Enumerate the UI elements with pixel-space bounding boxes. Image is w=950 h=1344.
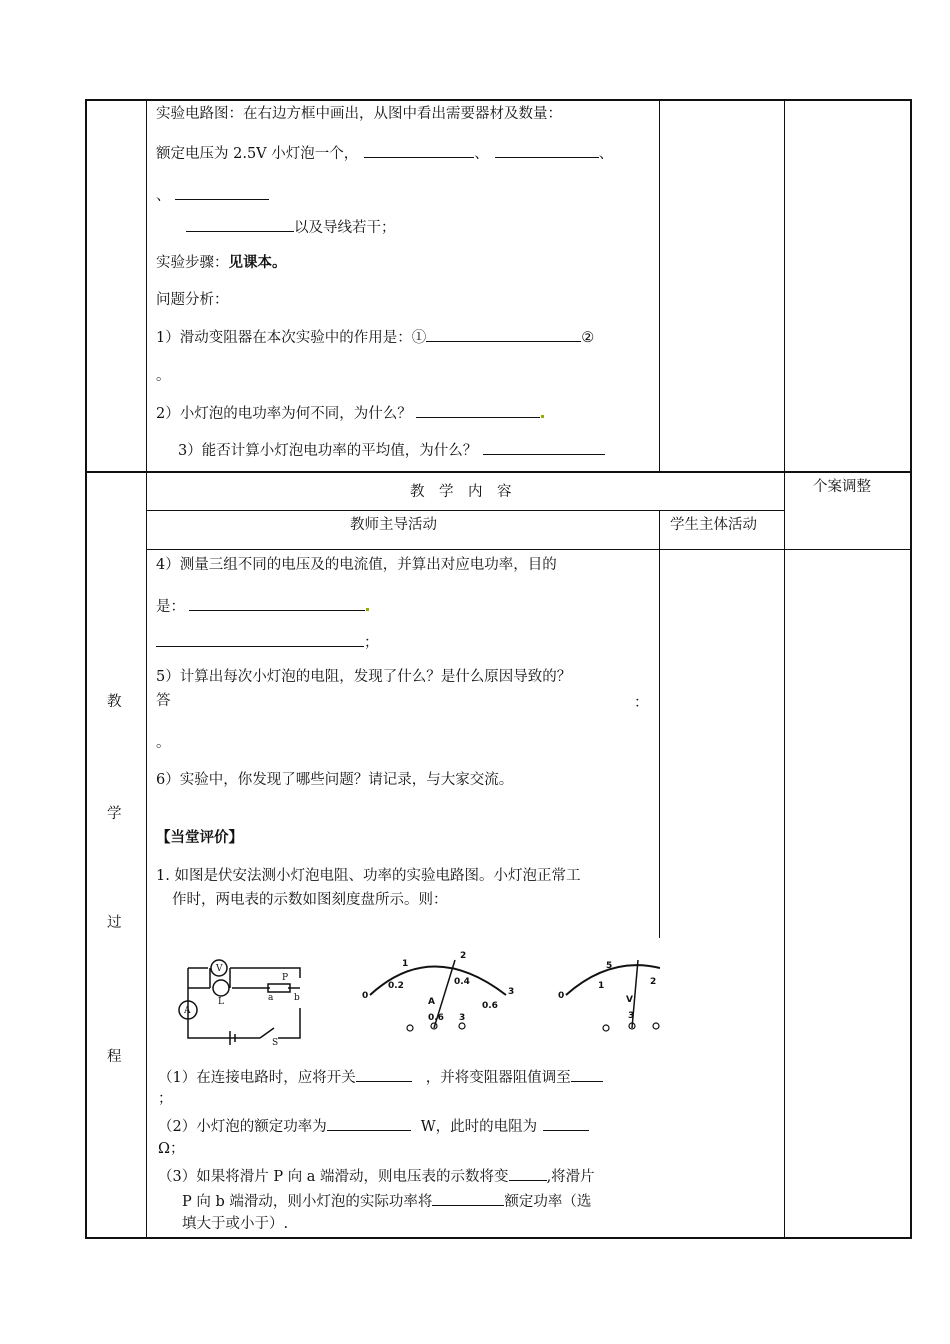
steps-label: 实验步骤： — [156, 255, 229, 271]
sub-q1-end: ； — [158, 1091, 173, 1107]
q1-b: ② — [581, 330, 595, 346]
blank-s3-1[interactable] — [509, 1166, 547, 1181]
header-student: 学生主体活动 — [670, 517, 757, 533]
header-content: 教 学 内 容 — [410, 484, 512, 500]
label-v: V — [216, 964, 223, 974]
q3-text: 3）能否计算小灯泡电功率的平均值，为什么？ — [178, 443, 478, 459]
blank-equip-3[interactable] — [175, 185, 269, 200]
blank-s2-2[interactable] — [543, 1116, 589, 1131]
experiment-figure — [170, 938, 660, 1048]
table-border-right — [910, 99, 912, 1238]
volt-unit: V — [626, 995, 633, 1005]
row-line-2 — [146, 510, 785, 511]
amm-term-06: 0.6 — [428, 1013, 444, 1023]
voltmeter-terminal-3 — [653, 1023, 659, 1029]
question-1 — [156, 327, 594, 347]
col-line-2 — [659, 99, 660, 471]
blank-q3[interactable] — [483, 440, 605, 455]
label-a-end: a — [268, 993, 274, 1003]
amm-unit: A — [428, 997, 435, 1007]
blank-q4-1[interactable] — [189, 596, 365, 611]
label-s: S — [272, 1038, 279, 1048]
circuit-line: 实验电路图：在右边方框中画出，从图中看出需要器材及数量： — [156, 106, 562, 122]
s2-text-a: （2）小灯泡的额定功率为 — [158, 1119, 327, 1135]
volt-term-3: 3 — [628, 1011, 635, 1021]
row-line-1 — [85, 471, 912, 473]
ammeter-terminal-1 — [407, 1025, 413, 1031]
label-a: A — [184, 1006, 191, 1016]
q2-text: 2）小灯泡的电功率为何不同，为什么？ — [156, 406, 412, 422]
row-line-3 — [146, 549, 911, 550]
q4-semicolon: ； — [364, 635, 379, 651]
q5-period: 。 — [156, 735, 171, 751]
side-label-1: 教 — [107, 694, 122, 710]
amm-tick-2: 2 — [460, 951, 467, 961]
voltmeter-terminal-1 — [603, 1025, 609, 1031]
switch-symbol — [260, 1028, 274, 1038]
equipment-line — [156, 143, 613, 163]
lamp-symbol — [213, 980, 229, 996]
blank-s2-1[interactable] — [327, 1116, 411, 1131]
steps-line — [156, 254, 287, 272]
s1-text-b: ，并将变阻器阻值调至 — [425, 1070, 571, 1086]
sep-3: 、 — [156, 188, 171, 204]
question-5b: 答 — [156, 693, 171, 709]
label-p: P — [282, 973, 289, 983]
rheostat-symbol — [268, 984, 290, 992]
blank-q4-2[interactable] — [156, 632, 364, 647]
mark-dot-2 — [366, 608, 369, 611]
volt-tick-0: 0 — [558, 991, 565, 1001]
amm-tick-02: 0.2 — [388, 981, 404, 991]
question-5: 5）计算出每次小灯泡的电阻，发现了什么？是什么原因导致的？ — [156, 669, 572, 685]
volt-tick-2: 2 — [650, 977, 657, 987]
sub-q3-line3: 填大于或小于）. — [182, 1216, 289, 1232]
header-adjust: 个案调整 — [813, 479, 871, 495]
question-5-colon: ： — [634, 695, 649, 711]
q4b-text: 是： — [156, 599, 185, 615]
wires-text: 以及导线若干； — [294, 220, 396, 236]
amm-tick-06: 0.6 — [482, 1001, 498, 1011]
label-b-end: b — [294, 993, 300, 1003]
wires-line — [186, 217, 396, 237]
eval-title: 【当堂评价】 — [156, 830, 243, 846]
table-border-top — [85, 99, 912, 101]
amm-tick-04: 0.4 — [454, 977, 470, 987]
question-4c — [156, 632, 379, 652]
blank-equip-4[interactable] — [186, 217, 294, 232]
blank-q1[interactable] — [426, 327, 581, 342]
question-2 — [156, 403, 544, 423]
sub-q3-line2 — [182, 1191, 591, 1211]
sub-q3 — [158, 1166, 595, 1186]
equipment-line-2 — [156, 185, 269, 205]
q1-text: 1）滑动变阻器在本次实验中的作用是：① — [156, 330, 427, 346]
sep-2: 、 — [598, 146, 614, 162]
amm-tick-3: 3 — [508, 987, 515, 997]
steps-value: 见课本。 — [228, 255, 287, 271]
volt-tick-1: 1 — [598, 981, 605, 991]
voltmeter-dial — [566, 960, 660, 1031]
s2-text-b: W，此时的电阻为 — [420, 1119, 538, 1135]
sub-q2 — [158, 1116, 589, 1136]
col-line-2b — [659, 510, 660, 938]
side-label-2: 学 — [107, 806, 122, 822]
volt-tick-5: 5 — [606, 961, 613, 971]
question-3 — [178, 440, 605, 460]
equipment-text: 额定电压为 2.5V 小灯泡一个， — [156, 146, 359, 162]
s3-text-b: ,将滑片 — [546, 1169, 595, 1185]
mark-dot — [541, 415, 544, 418]
s3-text-d: 额定功率（选 — [504, 1194, 592, 1210]
label-l: L — [218, 997, 224, 1007]
amm-term-3: 3 — [459, 1013, 466, 1023]
header-teacher: 教师主导活动 — [350, 517, 437, 533]
voltmeter-arc — [566, 965, 660, 995]
blank-equip-2[interactable] — [495, 143, 599, 158]
table-border-left — [85, 99, 87, 1238]
s1-text-a: （1）在连接电路时，应将开关 — [158, 1070, 356, 1086]
s3-text-c: P 向 b 端滑动，则小灯泡的实际功率将 — [182, 1194, 433, 1210]
table-border-bottom — [85, 1237, 912, 1239]
blank-s3-2[interactable] — [432, 1191, 504, 1206]
blank-equip-1[interactable] — [364, 143, 474, 158]
sub-q1 — [158, 1067, 603, 1087]
col-line-3 — [784, 99, 785, 1238]
sep-1: 、 — [474, 146, 489, 162]
amm-tick-1: 1 — [402, 959, 409, 969]
ammeter-terminal-3 — [459, 1023, 465, 1029]
analysis-label: 问题分析： — [156, 292, 229, 308]
side-label-3: 过 — [107, 915, 122, 931]
q1-period: 。 — [156, 368, 171, 384]
problem-1b: 作时，两电表的示数如图刻度盘所示。则： — [172, 892, 448, 908]
question-4: 4）测量三组不同的电压及的电流值，并算出对应电功率，目的 — [156, 557, 557, 573]
s3-text-a: （3）如果将滑片 P 向 a 端滑动，则电压表的示数将变 — [158, 1169, 509, 1185]
blank-s1-2[interactable] — [571, 1067, 603, 1082]
problem-1a: 1. 如图是伏安法测小灯泡电阻、功率的实验电路图。小灯泡正常工 — [156, 868, 581, 884]
amm-tick-0: 0 — [362, 991, 369, 1001]
blank-q2[interactable] — [416, 403, 540, 418]
blank-s1-1[interactable] — [356, 1067, 412, 1082]
side-label-4: 程 — [107, 1049, 122, 1065]
sub-q2-end: Ω； — [158, 1141, 185, 1157]
question-4b — [156, 596, 369, 616]
col-line-1 — [146, 99, 147, 1238]
question-6: 6）实验中，你发现了哪些问题？请记录，与大家交流。 — [156, 772, 514, 788]
